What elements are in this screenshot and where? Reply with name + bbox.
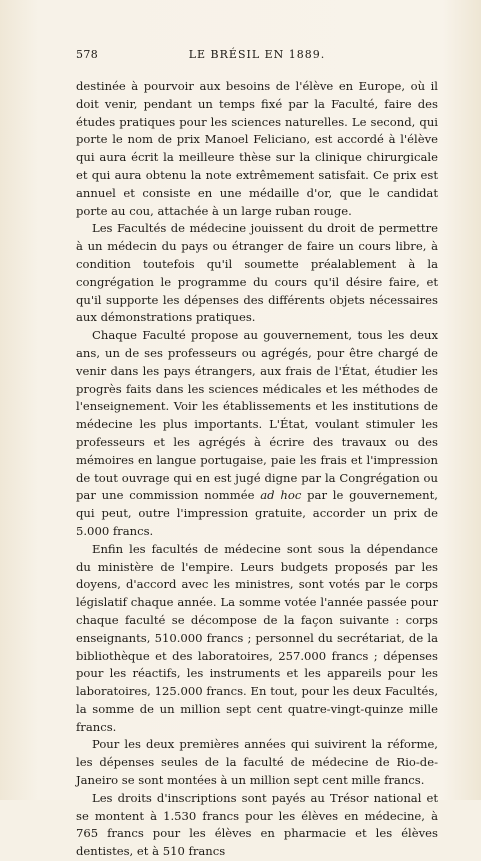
body-text: [76, 78, 438, 861]
paragraph-text-before-italic: Chaque Faculté propose au gouvernement, tous les deux ans, un de ses professeurs ou agrégés, pour être chargé de venir dans les pays étrangers, aux frais de l'État, étudier les progrès faits dans les sciences médicales et les méthodes de l'enseignement. Voir les établissements et les institutions de médecine les plus importants. L'État, voulant stimuler les professeurs et les agrégés à écrire des travaux ou des mémoires en langue portugaise, paie les frais et l'impression de tout ouvrage qui en est jugé digne par la Congrégation ou par une commission nommée: [76, 328, 438, 503]
paragraph-depenses-rio: Pour les deux premières années qui suivirent la réforme, les dépenses seules de la faculté de médecine de Rio-de-Janeiro se sont montées à un million sept cent mille francs.: [76, 737, 438, 788]
paragraph-voyages-et-publications: [76, 327, 438, 541]
paragraph-cours-libre: Les Facultés de médecine jouissent du droit de permettre à un médecin du pays ou étranger de faire un cours libre, à condition toutefois qu'il soumette préalablement à la congrégation le programme du cours qu'il désire faire, et qu'il supporte les dépenses des différents objets nécessaires aux démonstrations pratiques.: [76, 221, 438, 325]
paragraph-text-after-italic: par le gouvernement, qui peut, outre l'impression gratuite, accorder un prix de 5.000 francs.: [76, 488, 438, 538]
italic-ad-hoc: ad hoc: [260, 488, 302, 503]
page-header: [76, 48, 438, 66]
paragraph-prix-manoel-feliciano: destinée à pourvoir aux besoins de l'élève en Europe, où il doit venir, pendant un temps fixé par la Faculté, faire des études pratiques pour les sciences naturelles. Le second, qui porte le nom de prix Manoel Feliciano, est accordé à l'élève qui aura écrit la meilleure thèse sur la clinique chirurgicale et qui aura obtenu la note extrêmement satisfait. Ce prix est annuel et consiste en une médaille d'or, que le candidat porte au cou, attachée à un large ruban rouge.: [76, 79, 438, 218]
running-title: LE BRÉSIL EN 1889.: [188, 48, 326, 61]
page-number: 578: [76, 48, 99, 61]
paragraph-budget-facultes: Enfin les facultés de médecine sont sous la dépendance du ministère de l'empire. Leurs budgets proposés par les doyens, d'accord avec les ministres, sont votés par le corps législatif chaque année. La somme votée l'année passée pour chaque faculté se décompose de la façon suivante : corps enseignants, 510.000 francs ; personnel du secrétariat, de la bibliothèque et des laboratoires, 257.000 francs ; dépenses pour les réactifs, les instruments et les appareils pour les laboratoires, 125.000 francs. En tout, pour les deux Facultés, la somme de un million sept cent quatre-vingt-quinze mille francs.: [76, 541, 438, 734]
paragraph-droits-inscriptions: Les droits d'inscriptions sont payés au Trésor national et se montent à 1.530 francs pour les élèves en médecine, à 765 francs pour les élèves en pharmacie et les élèves dentistes, et à 510 francs: [76, 790, 438, 859]
